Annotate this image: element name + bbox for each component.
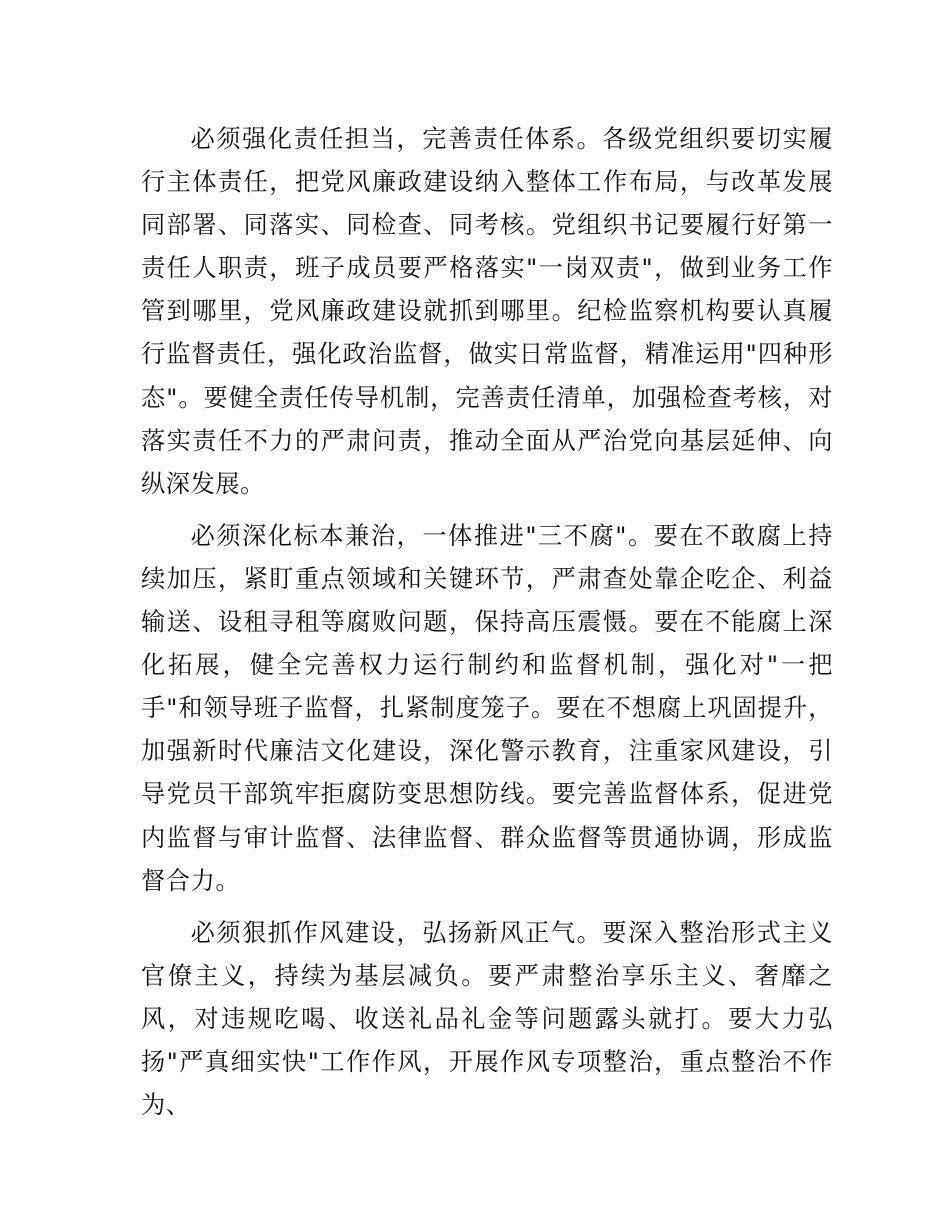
document-body (141, 118, 833, 1136)
paragraph-responsibility: 必须强化责任担当，完善责任体系。各级党组织要切实履行主体责任，把党风廉政建设纳入整体工作布局，与改革发展同部署、同落实、同检查、同考核。党组织书记要履行好第一责任人职责，班子成员要严格落实"一岗双责"，做到业务工作管到哪里，党风廉政建设就抓到哪里。纪检监察机构要认真履行监督责任，强化政治监督，做实日常监督，精准运用"四种形态"。要健全责任传导机制，完善责任清单，加强检查考核，对落实责任不力的严肃问责，推动全面从严治党向基层延伸、向纵深发展。 (141, 125, 833, 498)
paragraph-work-style: 必须狠抓作风建设，弘扬新风正气。要深入整治形式主义官僚主义，持续为基层减负。要严肃整治享乐主义、奢靡之风，对违规吃喝、收送礼品礼金等问题露头就打。要大力弘扬"严真细实快"工作作风，开展作风专项整治，重点整治不作为、 (141, 918, 833, 1120)
paragraph-three-no-corruption: 必须深化标本兼治，一体推进"三不腐"。要在不敢腐上持续加压，紧盯重点领域和关键环节，严肃查处靠企吃企、利益输送、设租寻租等腐败问题，保持高压震慑。要在不能腐上深化拓展，健全完善权力运行制约和监督机制，强化对"一把手"和领导班子监督，扎紧制度笼子。要在不想腐上巩固提升，加强新时代廉洁文化建设，深化警示教育，注重家风建设，引导党员干部筑牢拒腐防变思想防线。要完善监督体系，促进党内监督与审计监督、法律监督、群众监督等贯通协调，形成监督合力。 (141, 521, 833, 895)
